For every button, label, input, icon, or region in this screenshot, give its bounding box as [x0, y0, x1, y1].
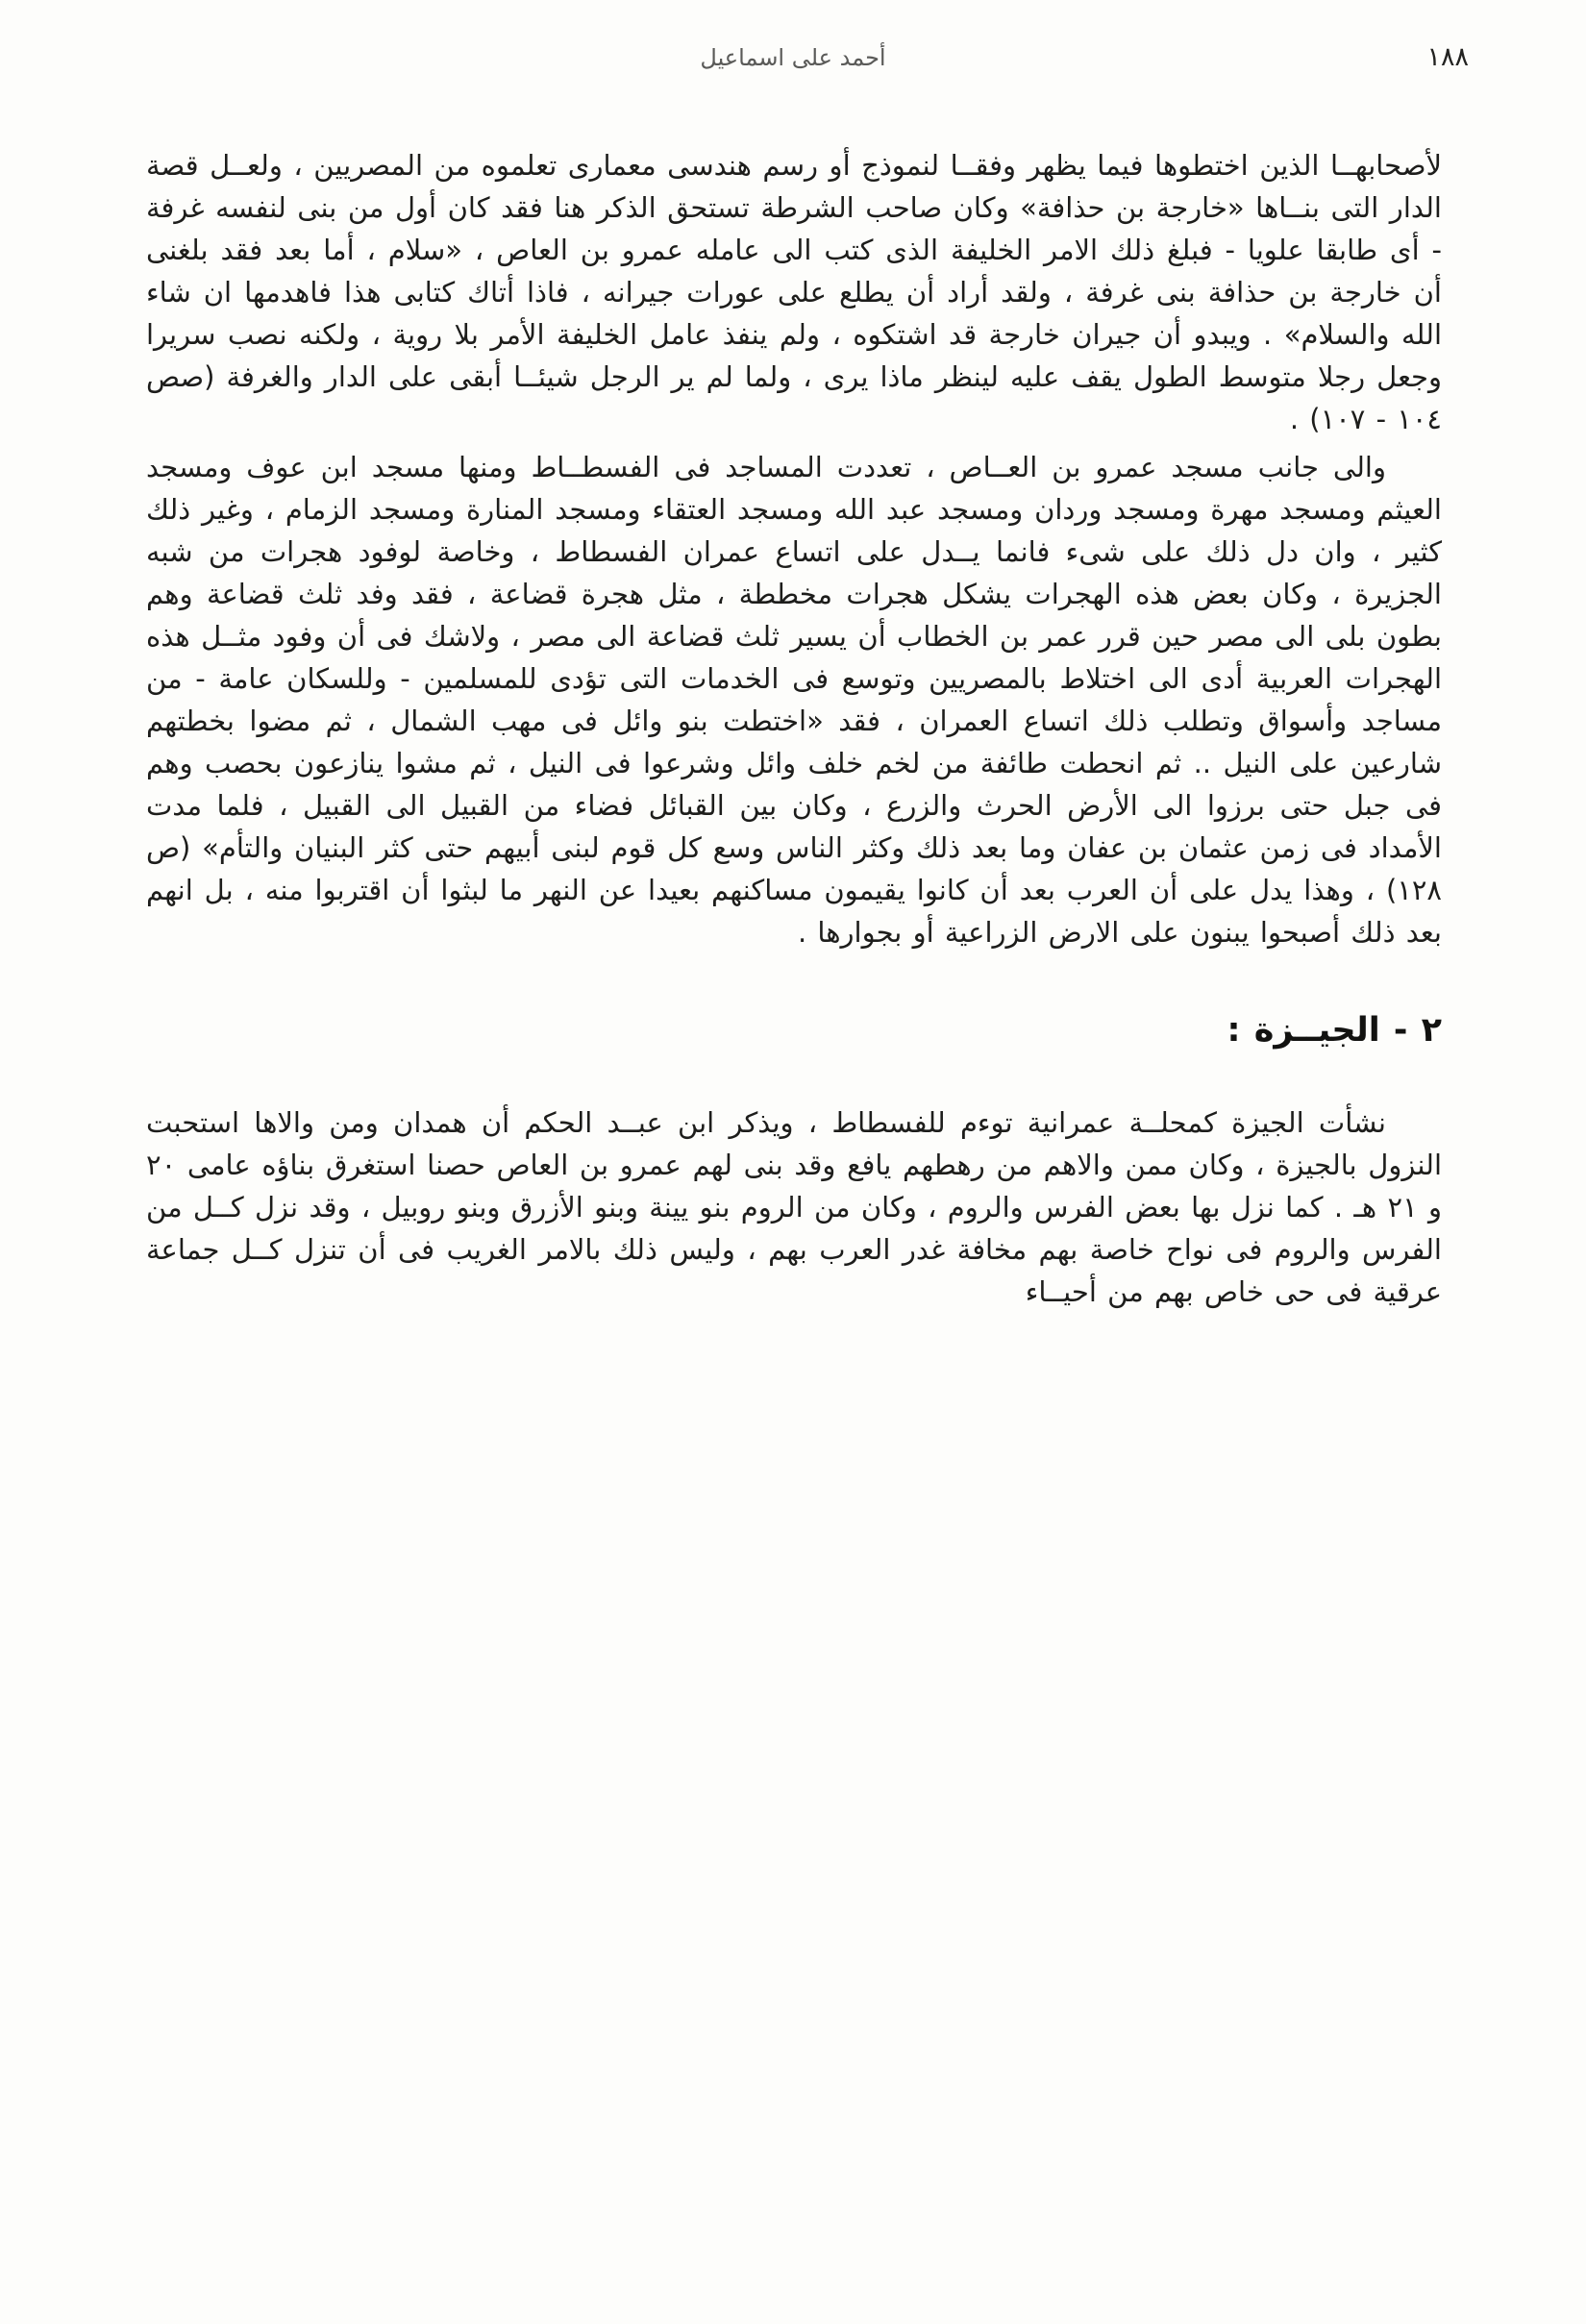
- page-number: ١٨٨: [1426, 42, 1469, 72]
- running-head-author: أحمد على اسماعيل: [700, 44, 886, 71]
- section-heading-giza: ٢ - الجيــزة :: [1227, 1011, 1442, 1050]
- page-body: [146, 144, 1442, 1319]
- paragraph-mosques-fustat: والى جانب مسجد عمرو بن العــاص ، تعددت المساجد فى الفسطــاط ومنها مسجد ابن عوف ومسجد العيثم ومسجد مهرة ومسجد وردان ومسجد عبد الله ومسجد العتقاء ومسجد المنارة ومسجد الزمام ، وغير ذلك كثير ، وان دل ذلك على شىء فانما يــدل على اتساع عمران الفسطاط ، وخاصة لوفود هجرات من شبه الجزيرة ، وكان بعض هذه الهجرات يشكل هجرات مخططة ، مثل هجرة قضاعة ، فقد وفد ثلث قضاعة وهم بطون بلى الى مصر حين قرر عمر بن الخطاب أن يسير ثلث قضاعة الى مصر ، ولاشك فى أن وفود مثــل هذه الهجرات العربية أدى الى اختلاط بالمصريين وتوسع فى الخدمات التى تؤدى للمسلمين - وللسكان عامة - من مساجد وأسواق وتطلب ذلك اتساع العمران ، فقد «اختطت بنو وائل فى مهب الشمال ، ثم مضوا بخطتهم شارعين على النيل .. ثم انحطت طائفة من لخم خلف وائل وشرعوا فى النيل ، ثم مشوا ينازعون بحصب وهم فى جبل حتى برزوا الى الأرض الحرث والزرع ، وكان بين القبائل فضاء من القبيل الى القبيل ، فلما مدت الأمداد فى زمن عثمان بن عفان وما بعد ذلك وكثر الناس وسع كل قوم لبنى أبيهم حتى كثر البنيان والتأم» (ص ١٢٨) ، وهذا يدل على أن العرب بعد أن كانوا يقيمون مساكنهم بعيدا عن النهر ما لبثوا أن اقتربوا منه ، بل انهم بعد ذلك أصبحوا يبنون على الارض الزراعية أو بجوارها .: [146, 451, 1442, 949]
- paragraph-continuation: لأصحابهــا الذين اختطوها فيما يظهر وفقــا لنموذج أو رسم هندسى معمارى تعلموه من المصريين ، ولعــل قصة الدار التى بنــاها «خارجة بن حذافة» وكان صاحب الشرطة تستحق الذكر هنا فقد كان أول من بنى لنفسه غرفة - أى طابقا علويا - فبلغ ذلك الامر الخليفة الذى كتب الى عامله عمرو بن العاص ، «سلام ، أما بعد فقد بلغنى أن خارجة بن حذافة بنى غرفة ، ولقد أراد أن يطلع على عورات جيرانه ، فاذا أتاك كتابى هذا فاهدمها ان شاء الله والسلام» . ويبدو أن جيران خارجة قد اشتكوه ، ولم ينفذ عامل الخليفة الأمر بلا روية ، ولكنه نصب سريرا وجعل رجلا متوسط الطول يقف عليه لينظر ماذا يرى ، ولما لم ير الرجل شيئــا أبقى على الدار والغرفة (صص ١٠٤ - ١٠٧) .: [146, 149, 1442, 435]
- paragraph-giza-origins: نشأت الجيزة كمحلــة عمرانية توءم للفسطاط ، ويذكر ابن عبــد الحكم أن همدان ومن والاها استحبت النزول بالجيزة ، وكان ممن والاهم من رهطهم يافع وقد بنى لهم عمرو بن العاص حصنا استغرق بناؤه عامى ٢٠ و ٢١ هـ . كما نزل بها بعض الفرس والروم ، وكان من الروم بنو يينة وبنو الأزرق وبنو روبيل ، وقد نزل كــل من الفرس والروم فى نواح خاصة بهم مخافة غدر العرب بهم ، وليس ذلك بالامر الغريب فى أن تنزل كــل جماعة عرقية فى حى خاص بهم من أحيــاء: [146, 1106, 1442, 1308]
